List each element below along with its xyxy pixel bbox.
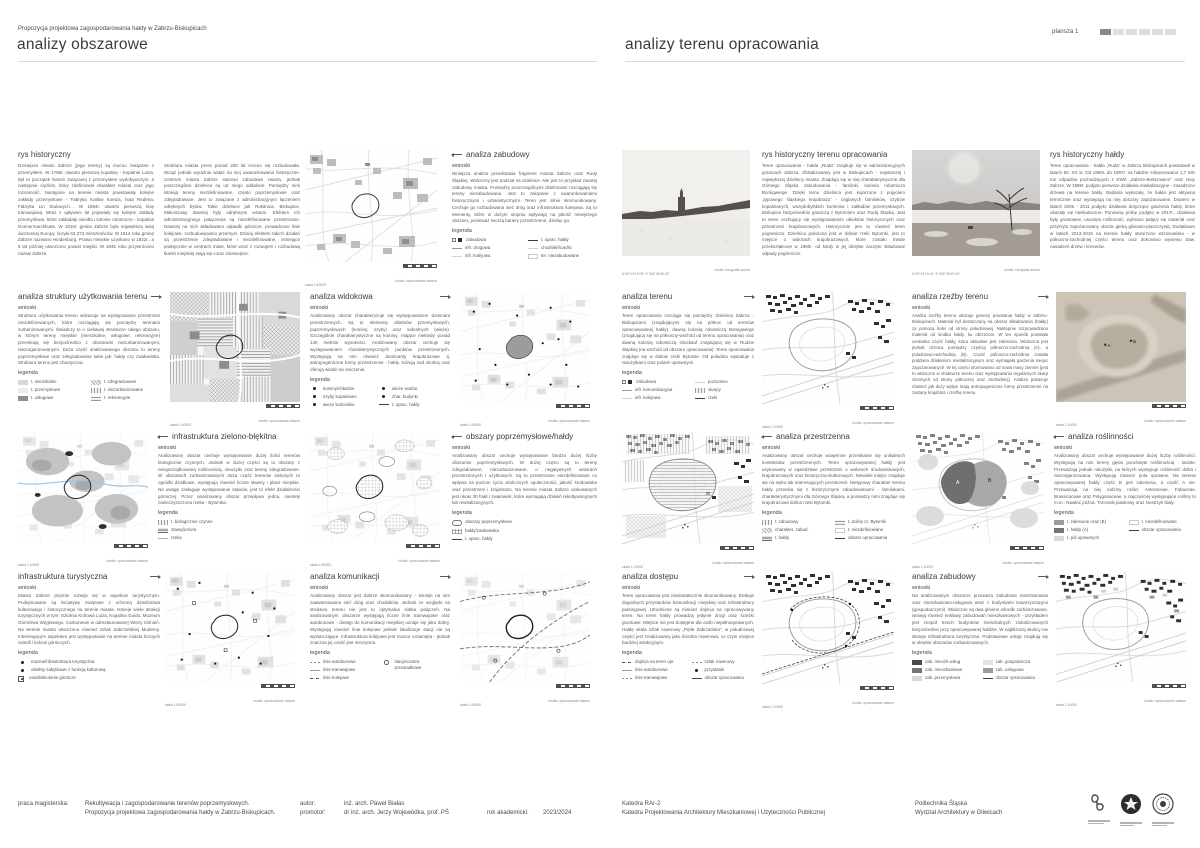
panel-title: analiza komunikacji (310, 572, 380, 581)
panel-title: analiza przestrzenna (776, 432, 850, 441)
wydzial-architektury-logo-icon (1152, 793, 1174, 826)
legend-item: obszar opracowania (692, 675, 755, 681)
panel-roslinnosc (1054, 432, 1196, 541)
map-scale-label: skala 1:20000 (1056, 423, 1078, 428)
legend-swatch-przemyslowe (18, 388, 28, 393)
panel-title: analiza widokowa (310, 292, 373, 301)
map-pointer-icon (1038, 574, 1048, 579)
legend-swatch-linie-autobusowe (622, 670, 632, 671)
legend-item: obszar opracowania (983, 675, 1049, 681)
panel-zabudowa-terenu (912, 572, 1048, 681)
legend-item: ter. niezabudowane (528, 253, 597, 259)
page-title-left: analizy obszarowe (17, 36, 148, 53)
legend-swatch-przystanki (695, 669, 698, 672)
map-scale-label: skala 1:60000 (165, 703, 187, 708)
map-pointer-icon (762, 434, 772, 439)
wnioski-label: wnioski (310, 585, 329, 591)
photo-coordinates-label: N 50°19'19.04″ E 018°48'49.34″ (912, 271, 960, 276)
map-analiza-terenu (762, 292, 894, 429)
wnioski-text: Analizowany obszar cechuje wzajemne przenikanie się unikalnych kontekstów przestrzennych. Teren opracowywanej hałdy jest usytuowany w sąsiedztwie przestrzeni o walorach środowiskowych, krajobrazowych oraz historyczno-kulturowych. Niewiele miejsc znajduje się na styku tak interesujących przestrzeni. Nietypowy charakter terenu hałdy przenika się z historycznymi zabudowaniami - familokami, charakterystycznymi dla Górnego Śląska, a pomiędzy nimi znajduje się krajobrazowa dolina rzeki Bytomki. (762, 453, 905, 506)
photo-source-label: źródło: fotografia autora (714, 267, 750, 272)
wnioski-text: Na analizowanym obszarze przeważa zabudowa mieszkaniowa oraz mieszkaniowo-usługowa wraz z budynkami towarzyszącymi (gospodarczymi). Widoczne są dwa główne ośrodki zurbanizowane, istnieją również enklawy zabudowań mieszkaniowych - przykładem jest zespół trzech budynków mieszkalnych zlokalizowanych bezpośrednio przy opracowywanej hałdzie. W najbliższej okolicy nie istnieje infrastruktura turystyczna. Podstawowe usługi znajdują się w obrębie obszarów zurbanizowanych. (912, 593, 1048, 646)
wnioski-text: Miasto Zabrze prężnie rozwija się w aspekcie turystycznym. Podejmowane są inicjatywy związane z ochroną dziedzictwa kulturowego i historycznego na terenie miasta. Istnieje wiele atrakcji turystycznych w tym: Sztolnia Królowa Luiza, Kopalnia Guido, Muzeum Górnictwa Węglowego, Carboneum w odrestaurowanej Wieży Ciśnień. Na terenie miasta utworzono również Szlak Zabrzańskiej Moderny. Interesującym aspektem jest występowanie na terenie miasta licznych osiedli i kolonii górniczych. (18, 593, 160, 646)
map-scale-label: skala 1:20000 (622, 565, 644, 569)
wnioski-label: wnioski (158, 445, 177, 451)
legend-item: t. hałdy (A) (1054, 527, 1122, 533)
map-przestrzenna (622, 432, 754, 569)
map-scale-label: skala 1:60000 (460, 703, 482, 708)
legend-item: obiekty zabytkowe z funkcją kulturową (18, 667, 148, 673)
legend-swatch-linie-autobusowe (310, 662, 320, 663)
legend-swatch-linie-tramwajowe (622, 678, 632, 679)
photo-source-label: źródło: fotografia autora (1004, 267, 1040, 272)
photo-halda-zima (912, 150, 1040, 276)
panel-title: analiza dostępu (622, 572, 679, 581)
legend-swatch-zdegradowane (91, 380, 101, 385)
praca-label: praca magisterska: (18, 801, 69, 807)
rys-historyczny-text-1: Dzisiejsze miasto Zabrze (jego tereny) są mocno związane z przemysłem. W 1796r. otwarto pierwszą kopalnię - Kopalnie Luiza. Był to początek historii związanej z przemysłem wydobywczym, a następnie ciężkim, który zdefiniował charakter miasta oraz jego tożsamość. Następnie na terenie miasta powstawały kolejne zakłady przemysłowe - Fabryka Kotłów Koetza, huta Redena, Fabryka Lin Stalowych… W 1894r. otwarto pierwszą linię tramwajową. Wraz z upływem lat pojawiały się kolejne zakłady przemysłowe, które zakładały osiedla i kolonie robotnicze - kopalnia Donnermarckhutte. W 1910r. gmina Zabrze była największą wsią ówczesnej Europy, liczyła 63 373 mieszkańców. W 1914 roku gminę Zabrze nazwano Hindenburg. Prawa miejskie uzyskano w 1922r., a 5 lat później utworzono powiat miejski. W 1945 roku przywrócono nazwę Zabrze. (18, 163, 154, 256)
legend-swatch-chodniki (528, 248, 538, 249)
wnioski-text: Analizowany obszar jest dobrze skomunikowany - istnieje na nim zaawansowana sieć dróg oraz chodników. Jednak ze względu na strukturę terenu nie jest to optymalna siatka połączeń. Na analizowanym obszarze występują liczne linie tramwajowe oraz autobusowe - dostęp do komunikacji miejskiej uznaje się jako dobry. Występują również linie kolejowe jednak lokalizacje stacji nie są wystarczające. Infrastruktura kolejowa jest mocno rozwinięta - jednak znaczna jej część jest nieczynna. (310, 593, 450, 646)
wnioski-text: Analiza rzeźby terenu ukazuje genezę powstania hałdy w Zabrzu-Biskupicach. Materiał był dostarczany na obszar składowania (hałdę) za pomocą kolei od strony południowej. Następnie rozprowadzano materiał od środka hałdy, ku obrzeżom. W ten sposób powstała centralna część hałdy, która aktualnie jest zalesiona. Widoczna jest jednak różnica pomiędzy częścią północno-zachodnią (A), a południowo-wschodnią (B). Część północno-zachodnia została poddana działaniom rewitalizacyjnym oraz wymagała gaszenia miejsc zapożarowanych. W tej części uformowano od nowa masy ziemne (jest to widoczne w strukturze terenu oraz występowaniu regularnych skarp ziemnych od strony północnej oraz zachodniej). Analiza pokazuje również jak duży wpływ mają antropogeniczne formy przestrzenne na zastany krajobraz i rzeźbę terenu. (912, 313, 1048, 396)
panel-dostep (622, 572, 754, 681)
map-komunikacja (460, 572, 590, 707)
wnioski-label: wnioski (912, 585, 931, 591)
legend-item: szyby kopalniane (310, 394, 372, 400)
map-scale-label: skala 1:40000 (170, 423, 192, 428)
panel-title: analiza terenu (622, 292, 673, 301)
legend-item: skarpy (695, 387, 751, 393)
panel-turystyczna (18, 572, 160, 682)
wnioski-label: wnioski (622, 585, 641, 591)
legend-swatch-dojscia (622, 662, 632, 663)
terrain-label-a: A (1107, 344, 1111, 350)
legenda-label: legenda (452, 228, 472, 234)
legend-swatch-uslugowe (18, 396, 28, 401)
map-poprzemyslowe (310, 432, 440, 567)
map-pointer-icon (452, 152, 462, 157)
legend-item: linie kolejowe (310, 675, 374, 681)
legend-item: zab. gospodarcza (983, 659, 1049, 665)
map-source-label: źródło: opracowanie własne (395, 279, 437, 283)
legend-item: t. zabudowy (762, 519, 828, 525)
legenda-label: legenda (622, 650, 642, 656)
legend-item: obszary poprzemysłowe (452, 519, 562, 526)
legend-item: t. przemysłowe (18, 387, 84, 393)
panel-title: analiza zabudowy (466, 150, 530, 159)
scale-bar-icon (114, 544, 148, 548)
legend-swatch-t-zabudowy (762, 520, 772, 525)
legend-swatch-haldy-a (1054, 528, 1064, 533)
map-source-label: źródło: opracowanie własne (712, 561, 754, 565)
legenda-label: legenda (1054, 510, 1074, 516)
promotor-value: dr inż. arch. Jerzy Wojewódka, prof. PŚ (344, 810, 449, 816)
map-scale-label: skala 1:20000 (1056, 703, 1078, 708)
legenda-label: legenda (452, 510, 472, 516)
brand-logo-icon (1088, 793, 1110, 824)
legend-swatch-niezurbanizowane (91, 388, 101, 393)
legend-item: wieże kościołów (310, 402, 372, 408)
legenda-label: legenda (158, 510, 178, 516)
legend-swatch-rzeka (158, 538, 168, 539)
legend-swatch-mieszkalne (18, 380, 28, 385)
katedra-line2: Katedra Projektowania Architektury Mieszkaniowej i Użyteczności Publicznej (622, 810, 826, 816)
legend-swatch-mieszk-uslug (912, 660, 922, 665)
wnioski-text: Niniejsza analiza przedstawia fragment miasta Zabrze oraz Rudy Śląskiej. Widoczny jest podział na dzielnice. Nie jest to przykład zwartej zabudowy miasta. Pomiędzy poszczególnymi dzielnicami rozciągają się tereny niezabudowane. Jest to związane z uwarunkowaniami historycznymi i urbanistycznymi. Teren jest silnie skomunikowany. Cechuje go rozbudowana sieć dróg oraz infrastruktura kolejowa. Są to elementy, które w dużym stopniu wpływają na jakość niniejszego obszaru, ponieważ tworzą bariery przestrzenne, dzieląc go. (452, 171, 597, 224)
legend-swatch-niezdefiniowane (1129, 520, 1139, 525)
legend-swatch-infr-komunikacyjna (622, 390, 632, 391)
map-pointer-icon (158, 434, 168, 439)
scale-bar-icon (556, 684, 590, 688)
map-source-label: źródło: opracowanie własne (852, 421, 894, 425)
legend-item: t. biologicznie czynne (158, 519, 258, 525)
rok-value: 2023/2024 (543, 810, 572, 816)
header-rule-left (18, 61, 597, 62)
panel-zielono-blekitna (158, 432, 300, 541)
map-pointer-icon (1054, 434, 1064, 439)
legend-swatch-zabudowa (622, 380, 633, 385)
map-pointer-icon (452, 434, 462, 439)
map-zabudowa-terenu (1056, 572, 1186, 707)
photo-coordinates-label: N 50°19'19.04″ E 018°48'49.34″ (622, 271, 670, 276)
project-label: Propozycja projektowa zagospodarowania hałdy w Zabrzu-Biskupicach (18, 26, 207, 32)
legend-item: charakter. zabud. (762, 527, 828, 533)
panel-title: infrastruktura zielono-błękitna (172, 432, 277, 441)
legend-swatch-ter-niezabudowane (528, 254, 538, 259)
legend-swatch-rekreacyjne (91, 396, 101, 401)
legenda-label: legenda (310, 650, 330, 656)
wnioski-label: wnioski (18, 305, 37, 311)
sheet-number-label: plansza 1 (1052, 28, 1079, 35)
legend-item: char. budynki (379, 394, 441, 400)
legend-item: t. zalesione oraz (B) (1054, 519, 1122, 525)
legend-swatch-obszar-opracowania (983, 678, 993, 679)
panel-struktura-uzytkowania (18, 292, 160, 401)
map-scale-label: skala 1:60000 (310, 563, 332, 568)
legend-item: linie tramwajowe (310, 667, 374, 673)
map-scale-label: skala 1:60000 (305, 283, 327, 287)
legenda-label: legenda (310, 376, 330, 383)
panel-title: analiza struktury użytkowania terenu (18, 292, 148, 301)
panel-rys-historyczny (18, 150, 300, 258)
wnioski-text: Analizowany obszar cechuje występowanie dużej ilości terenów biologicznie czynnych. Jednak w dużej części są to obszary z nieuporządkowaną roślinnością, nieużytki oraz tereny zdegradowane. W obszarach zurbanizowanych duża część terenów zielonych to ogródki działkowe, występują również liczne skwery i place miejskie. Na uwagę zasługuje występowanie stawów, jest to efekt działalności górniczej. Przez analizowany obszar przepływa jedna, niestety zanieczyszczona rzeka - Bytomka. (158, 453, 300, 506)
legend-item: szlak rowerowy (692, 659, 755, 665)
legend-item: chodniki/ścieżki (528, 245, 597, 251)
legenda-label: legenda (18, 650, 38, 656)
legend-swatch-biologicznie-czynne (158, 520, 168, 525)
legend-swatch-uslugowa (983, 668, 993, 673)
panel-rys-historyczny-haldy (1050, 150, 1195, 251)
legend-swatch-kominy (313, 387, 316, 390)
wnioski-label: wnioski (310, 305, 329, 311)
panel-title: rys historyczny (18, 150, 71, 159)
legend-swatch-infr-kolejowa (452, 256, 462, 257)
map-scale-label: skala 1:40000 (18, 563, 40, 568)
legend-item: wieże wodne (379, 386, 441, 392)
wnioski-text: Teren opracowania rozciąga się pomiędzy dzielnicą Zabrza - Biskupicami (znajdującymi się na północ od terenów opracowywanej hałdy), dawną kolonią robotniczą Borsigwerge (znajdującą się na północny-wschód od terenu opracowania) oraz dawną kolonią robotniczą Gluckauf znajdującą się w Rudzie Śląskiej (na wschód od obszaru opracowania). Teren opracowania znajduje się w dolinie rzeki Bytomki. Od południa sąsiaduje z nieużytkami oraz polami uprawnymi. (622, 313, 754, 366)
legend-item: infr. kolejowa (622, 395, 688, 401)
legend-swatch-poziomice (695, 382, 705, 383)
legend-swatch-gospodarcza (983, 660, 993, 665)
legend-item: zabudowa (452, 237, 521, 243)
legend-item: t. oprac. hałdy (452, 536, 562, 542)
wnioski-label: wnioski (1054, 445, 1073, 451)
panel-title: rys historyczny terenu opracowania (762, 150, 888, 159)
legend-swatch-obiekty-zabytkowe (21, 669, 24, 672)
legend-item: t. niezdefiniowane (1129, 519, 1197, 525)
rys-historyczny-text-2: Struktura miasta przez ponad 200 lat mocno się rozbudowała. Wciąż jednak wyraźnie widać na niej uwarunkowania historyczne. Centrum miasta Zabrze stanowi zabudowa zwarta, jednak poszczególne dzielnice są od niego oddalone. Pomiędzy nimi istnieją tereny niezdefiniowane, często poprzemysłowe oraz zdegradowane. Jest to związane z administracyjnym łączeniem odrębnych bytów. Takie dzielnice jak Rokitnica, Biskupice, Makoszowy dawniej były odrębnymi wsiami. Efektem ich administracyjnego połączenia są niezdefiniowane przestrzenie. Dawniej na nich składowano odpadki górnicze, prowadzono linie kolejowe, rozbudowywano przemysł. Dzisiaj efektem takich działań są przestrzenie zdegradowane i niezdefiniowane, istniejące praktycznie w centrach miast, które wraz z rozwojem i rozbudową tkanki miejskiej stają się coraz istotniejsze. (164, 163, 300, 256)
map-pointer-icon (744, 574, 754, 579)
legend-swatch-muzea (21, 661, 24, 664)
legend-swatch-charakter-zabud (762, 528, 772, 533)
legenda-label: legenda (18, 370, 38, 376)
map-pointer-icon (150, 574, 160, 579)
legend-item: stawy/jeziora (158, 527, 258, 533)
wnioski-text: Teren opracowania jest niedostatecznie skomunikowany. Brakuje dogodnych przystanków komunikacji miejskiej oraz infrastruktury parkingowej. Utrudnione są również dojścia na opracowywany teren. Na teren hałdy prowadzą jedynie drogi oraz ścieżki gruntowe. Miejsce nie jest dostępne dla osób niepełnosprawnych. Hałdę okala szlak rowerowy „Pętla Zabrzańska”, w południowej części jest zrealizowany jako ścieżka rowerowa, co czyni miejsce bardziej atrakcyjnym. (622, 593, 754, 646)
map-dostep (762, 572, 894, 709)
map-source-label: źródło: opracowanie własne (1002, 561, 1044, 565)
map-turystyczna (165, 572, 295, 707)
legend-item: t. zdegradowane (91, 379, 157, 385)
scale-bar-icon (860, 686, 894, 690)
panel-title: infrastruktura turystyczna (18, 572, 108, 581)
map-scale-label: skala 1:20000 (912, 565, 934, 569)
rys-haldy-text: Teren opracowania - hałda „Ruda” w Zabrzu Biskupicach powstawał w latach 60. XX w. Od 1960r. do 1997r. na hałdzie zdeponowano 1,7 mln ton odpadów pochodzących z KWK „Zabrze-Bielszowice” oraz Huty Zabrze. W 1989r. podjęto pierwsze działania rewitalizacyjne - zasadzono drzewa na terenie hałdy. Badania wykazały, że hałda jest aktywna termicznie oraz występują na niej obszary zapożarowane. Dopiero w latach 2006 - 2011 podjęto działania dotyczące gaszenia hałdy, które okazały się nieskuteczne. Ponowną próbę podjęto w 2017r., działania były gruntowne, usunięto roślinność, wybrano palący się materiał oraz przykryto zapożarowany obszar glebą gliniasto-piaszczystą. Dodatkowo w latach 2013-2015 na terenie hałdy utworzono wrzosowisko - w północno-zachodniej części terenu oraz dokonano wysiewu traw, nasadzeń drzew i krzewów. (1050, 163, 1195, 249)
map-source-label: źródło: opracowanie własne (548, 419, 590, 424)
map-source-label: źródło: opracowanie własne (852, 701, 894, 705)
autor-label: autor: (300, 801, 316, 807)
scale-bar-icon (1152, 404, 1186, 408)
promotor-label: promotor: (300, 810, 326, 816)
legend-swatch-linie-kolejowe (310, 678, 320, 679)
wnioski-text: Analizowany obszar charakteryzuje się występowaniem dominant przestrzennych. Są to elementy obiektów przemysłowych, poprzemysłowych (kominy, szyby) oraz sakralnych (wieże). Szczególnie charakterystyczne są kominy, mające niekiedy ponad 140 metrów wysokości. Analizowany obszar cechuje się występowaniem charakterystycznych punktów przestrzennych. Występują na nim również dominanty krajobrazowe tj. antropogeniczne formy przestrzenne - hałdy. Górują nad okolicą oraz oferują widoki na otoczenie. (310, 313, 450, 372)
uczelnia-line2: Wydział Architektury w Gliwicach (915, 810, 1003, 816)
map-source-label: źródło: opracowanie własne (258, 419, 300, 424)
map-pointer-icon (744, 294, 754, 299)
panel-poprzemyslowe (452, 432, 597, 542)
legend-item: t. doliny rz. Bytomki (835, 519, 905, 525)
legend-swatch-t-haldy (762, 536, 772, 541)
praca-title-line2: Propozycja projektowa zagospodarowania hałdy w Zabrzu-Biskupicach. (85, 810, 276, 816)
legend-swatch-niezdefiniowane (835, 528, 845, 533)
legenda-label: legenda (622, 370, 642, 376)
autor-value: inż. arch. Paweł Białas (344, 801, 405, 807)
legend-item: zab. mieszkaniowa (912, 667, 976, 673)
legend-swatch-rzeki (695, 398, 705, 399)
map-analiza-zabudowy (305, 150, 437, 287)
photo-panorama-terenu (622, 150, 750, 276)
legenda-label: legenda (912, 650, 932, 656)
legend-item: kominy/chłodnie (310, 386, 372, 392)
scale-bar-icon (261, 684, 295, 688)
map-source-label: źródło: opracowanie własne (548, 699, 590, 704)
map-pointer-icon (1038, 294, 1048, 299)
legend-swatch-pola-uprawne (1054, 536, 1064, 541)
legend-swatch-dolina-bytomki (835, 520, 845, 525)
legend-item: t. niezdefiniowane (835, 527, 905, 533)
panel-komunikacja (310, 572, 450, 681)
legend-item: t. niezurbanizowane (91, 387, 157, 393)
legend-item: zab. przemysłowa (912, 675, 976, 681)
panel-title: obszary poprzemysłowe/hałdy (466, 432, 574, 441)
panel-title: rys historyczny hałdy (1050, 150, 1125, 159)
map-roslinnosc (912, 432, 1044, 569)
panel-rys-historyczny-terenu (762, 150, 905, 258)
legend-item: t. oprac. hałdy (528, 237, 597, 243)
map-rzezba-terenu (1056, 292, 1186, 427)
legenda-label: legenda (762, 510, 782, 516)
legend-item: t. usługowe (18, 395, 84, 401)
legend-swatch-zabudowa (452, 238, 463, 243)
wnioski-label: wnioski (912, 305, 931, 311)
legend-item: obszar opracowania (835, 535, 905, 541)
legend-swatch-linie-tramwajowe (310, 670, 320, 671)
map-source-label: źródło: opracowanie własne (1144, 419, 1186, 424)
map-label-a: A (956, 480, 960, 486)
scale-bar-icon (403, 264, 437, 268)
panel-rzezba-terenu (912, 292, 1048, 397)
map-label-b: B (988, 478, 992, 484)
legend-item: zabudowa (622, 379, 688, 385)
terrain-label-b: B (1132, 340, 1137, 346)
map-struktura-uzytkowania (170, 292, 300, 427)
legend-item: obszar opracowania (1129, 527, 1197, 533)
legend-item: dojścia na teren opr. (622, 659, 685, 665)
scale-bar-icon (266, 404, 300, 408)
legend-item: linie autobusowe (622, 667, 685, 673)
legend-swatch-t-oprac-haldy (452, 539, 462, 540)
map-scale-label: skala 1:20000 (762, 705, 784, 709)
legend-item: t. hałdy (762, 535, 828, 541)
rok-label: rok akademicki: (487, 810, 529, 816)
map-scale-label: skala 1:60000 (460, 423, 482, 428)
wnioski-text: Analizowany obszar cechuje występowanie dużej liczby roślinności. Występują na nim tereny gęsto porośnięte roślinnością - lasiste. Przeważają jednak nieużytki, na których występuje roślinność dzika i niezorganizowana. Występują również pola uprawne. Na terenie opracowywanej hałdy część B jest zalesiona, a część A nie. Przeważają na niej rodziny roślin: Asteraceae, Fabaceae, Brassicaceae oraz Polygonaceae, a najczęściej występujące rośliny to m.in.: Nawłoć późna, Trzcinnik piaskowy oraz Nostrzyk biały. (1054, 453, 1196, 506)
legend-swatch-infr-kolejowa (622, 398, 632, 399)
legend-item: stacje/centra przesiadkowe (381, 659, 445, 670)
legend-swatch-mieszkaniowa (912, 668, 922, 673)
legend-swatch-infr-drogowa (452, 248, 462, 249)
scale-bar-icon (1010, 546, 1044, 550)
legend-item: zab. usługowa (983, 667, 1049, 673)
scale-bar-icon (556, 404, 590, 408)
page-title-right: analizy terenu opracowania (625, 36, 819, 53)
wnioski-label: wnioski (622, 305, 641, 311)
panel-title: analiza zabudowy (912, 572, 976, 581)
panel-title: analiza rzeźby terenu (912, 292, 989, 301)
legend-item: infr. kolejowa (452, 253, 521, 259)
legend-item: przystanki (692, 667, 755, 673)
legend-swatch-szlak-rowerowy (692, 662, 702, 663)
scale-bar-icon (860, 406, 894, 410)
wnioski-label: wnioski (452, 445, 471, 451)
legend-item: infr. komunikacyjna (622, 387, 688, 393)
legend-item: muzea/infrastruktura turystyczna (18, 659, 148, 665)
legend-swatch-haldy-zwalowiska (452, 529, 462, 534)
wnioski-label: wnioski (762, 445, 781, 451)
map-pointer-icon (440, 294, 450, 299)
scale-bar-icon (1152, 684, 1186, 688)
map-zielono-blekitna (18, 432, 148, 567)
legend-item: t. pól uprawnych (1054, 535, 1122, 541)
legend-swatch-zalesione-b (1054, 520, 1064, 525)
politechnika-slaska-logo-icon (1120, 793, 1142, 826)
legend-item: t. mieszkalne (18, 379, 84, 385)
katedra-line1: Katedra RAr-2 (622, 801, 661, 807)
legend-swatch-szyby (313, 395, 316, 398)
legend-item: rzeka (158, 535, 258, 541)
legend-swatch-obszar-opracowania (1129, 530, 1139, 531)
legend-item: poziomice (695, 379, 751, 385)
legend-item: rzeki (695, 395, 751, 401)
legend-swatch-wieze-kosciolow (313, 403, 316, 406)
map-pointer-icon (151, 294, 161, 299)
scale-bar-icon (406, 544, 440, 548)
legend-item: t. rekreacyjne (91, 395, 157, 401)
legend-swatch-t-oprac-haldy (379, 404, 389, 405)
legend-swatch-wieze-wodne (382, 387, 385, 390)
legend-swatch-stacje (384, 660, 389, 665)
legend-swatch-skarpy (695, 388, 705, 393)
map-source-label: źródło: opracowanie własne (253, 699, 295, 704)
wnioski-label: wnioski (452, 163, 471, 169)
header-rule-right (625, 61, 1185, 62)
legend-swatch-char-budynki (382, 395, 385, 398)
panel-przestrzenna (762, 432, 905, 541)
legend-swatch-obszary-poprzemyslowe (452, 520, 462, 526)
legend-item: linie autobusowe (310, 659, 374, 665)
sheet-progress-bar (1100, 29, 1176, 35)
map-analiza-widokowa (460, 292, 590, 427)
legend-swatch-t-oprac-haldy (528, 240, 538, 241)
legend-item: osiedla/kolonie górnicze (18, 675, 148, 682)
legend-item: t. oprac. hałdy (379, 402, 441, 408)
legend-item: infr. drogowa (452, 245, 521, 251)
scale-bar-icon (720, 546, 754, 550)
legend-item: linie tramwajowe (622, 675, 685, 681)
praca-title-line1: Rekultywacja i zagospodarowanie terenów poprzemysłowych. (85, 801, 250, 807)
map-source-label: źródło: opracowanie własne (106, 559, 148, 564)
map-pointer-icon (440, 574, 450, 579)
legend-swatch-osiedla (18, 676, 24, 682)
uczelnia-line1: Politechnika Śląska (915, 801, 968, 807)
legend-swatch-przemyslowa (912, 676, 922, 681)
wnioski-text: Analizowany obszar cechuje występowanie bardzo dużej liczby obszarów poprzemysłowych. W dużej części są to tereny zdegradowane, niezurbanizowane, o negatywnych walorach przestrzennych i użytkowych. Są to przestrzenie niezdefiniowane co wpływa na poziom życia okolicznych społeczności, jakość środowiska oraz przestrzeni i krajobrazu. Na terenie miasta Zabrze ulokowanych jest około 30 hałd i zwałowisk, które wymagają działań rekultywacyjnych lub rewitalizacyjnych. (452, 453, 597, 506)
wnioski-text: Struktura użytkowania terenu wskazuje na występowanie przestrzeni niezdefiniowanych, które rozciągają się pomiędzy terenami zurbanizowanymi. Świadczy to o ciekawej strukturze całego obszaru, w którym tereny miejskie (mieszkalne, usługowe, rekreacyjne) przenikają się bezpośrednio z obszarami niezurbanizowanymi, niezorganizowanymi. Duża część analizowanego obszaru to tereny poprzemysłowe oraz zdegradowane takie jak: hałdy czy zwałowiska. Struktura terenu jest chaotyczna. (18, 313, 160, 366)
legend-swatch-obszar-opracowania (835, 538, 845, 539)
map-source-label: źródło: opracowanie własne (1144, 699, 1186, 704)
legend-swatch-obszar-opracowania (692, 678, 702, 679)
legend-item: hałdy/zwałowiska (452, 528, 562, 534)
panel-title: analiza roślinności (1068, 432, 1134, 441)
map-scale-label: skala 1:20000 (762, 425, 784, 429)
legend-item: zab. mieszk-usług (912, 659, 976, 665)
panel-analiza-widokowa (310, 292, 450, 407)
map-source-label: źródło: opracowanie własne (398, 559, 440, 564)
rys-terenu-text: Teren opracowania - hałda „Ruda” znajduje się w administracyjnych granicach Zabrza. Zlokalizowany jest w Biskupicach - najstarszej i największej dzielnicy miasta. Znajdują się w niej charakterystyczne dla Górnego Śląska zabudowania - familoki, kolonia robotnicza Borsigwerge. Dzięki temu dzielnica jest kojarzona z pojęciem „typowego śląskiego krajobrazu” - ceglanych familoków, szybów kopalnianych, wszędobylskich kominów i zakładów przemysłowych. Biskupice bezpośrednio graniczą z Bytomiem oraz Rudą Śląską. Jest to teren cechujący się występowaniem obiektów historycznych oraz przestrzeni krajobrazowych. Historycznie jest to również teren pogranicza. Dzielnica położona jest w dolinie rzeki Bytomki, jest to miejsce o walorach krajobrazowych, które zostało trwale przekształcone w 1960r. od kiedy w jej obrębie zaczęto składować odpady pogórnicze. (762, 163, 905, 256)
wnioski-label: wnioski (18, 585, 37, 591)
legend-swatch-stawy (158, 528, 168, 533)
panel-analiza-zabudowy (452, 150, 597, 259)
panel-analiza-terenu (622, 292, 754, 401)
